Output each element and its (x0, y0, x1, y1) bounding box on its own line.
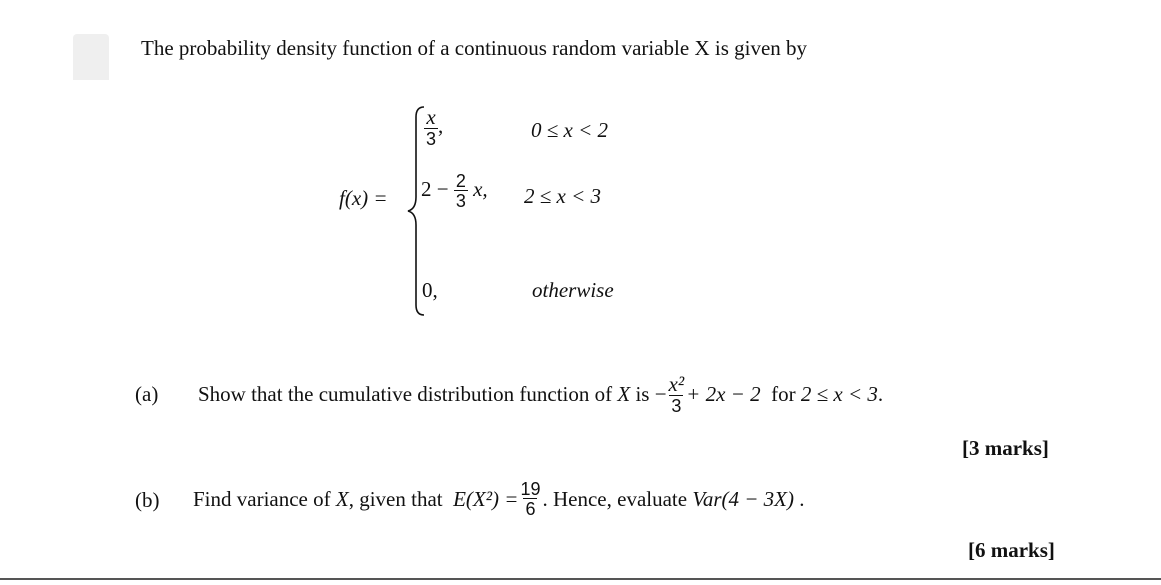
part-b-marks (968, 538, 1055, 563)
case1-num: x (426, 105, 436, 129)
pdf-lhs-text: f(x) = (339, 186, 388, 210)
case2-den: 3 (455, 191, 466, 211)
part-b-label (135, 488, 160, 513)
part-b-statement (193, 469, 805, 529)
part-b-frac-den: 6 (525, 499, 536, 519)
case2-prefix: 2 − (421, 176, 449, 201)
part-a-is: is (635, 381, 650, 406)
case1-tail: , (438, 113, 444, 138)
part-a-tail: + 2x − 2 (686, 381, 761, 406)
case2-condition (524, 184, 601, 209)
part-a-var: X (617, 381, 631, 406)
part-a-label-text: (a) (135, 382, 159, 406)
part-a-minus: − (654, 381, 667, 406)
part-a-text: Show that the cumulative distribution function of (198, 381, 613, 406)
part-b-var-expr: Var(4 − 3X) (692, 486, 795, 511)
part-b-label-text: (b) (135, 488, 160, 512)
part-a-for: for (771, 381, 796, 406)
intro-sentence: The probability density function of a continuous random variable X is given by (141, 36, 808, 60)
part-a-frac-num: x² (668, 371, 685, 396)
case2-tail: x, (473, 176, 488, 201)
part-a-label (135, 382, 158, 407)
pdf-lhs (339, 186, 388, 211)
case3-expr (422, 278, 438, 303)
part-b-marks-text: [6 marks] (968, 538, 1055, 562)
case3-condition (532, 278, 614, 303)
part-a-marks (962, 436, 1049, 461)
part-a-frac-den: 3 (671, 395, 682, 416)
part-a-marks-text: [3 marks] (962, 436, 1049, 460)
page-bottom-rule (0, 578, 1161, 580)
case2-condition-text: 2 ≤ x < 3 (524, 184, 602, 208)
case2-num: 2 (455, 171, 466, 191)
case1-condition (531, 118, 608, 143)
intro-text (141, 36, 807, 61)
part-a-period: . (877, 381, 884, 406)
part-b-var: X (335, 486, 349, 511)
part-b-expect: E(X²) = (453, 486, 519, 511)
case3-text: 0, (422, 278, 438, 302)
case2-expr (421, 172, 488, 210)
part-b-period: . (799, 486, 805, 511)
case3-condition-text: otherwise (532, 278, 614, 302)
case1-expr (424, 107, 443, 148)
part-b-text3: . Hence, evaluate (542, 486, 688, 511)
part-b-frac-num: 19 (520, 479, 541, 499)
part-b-text1: Find variance of (193, 486, 331, 511)
part-a-statement (198, 366, 883, 422)
case1-condition-text: 0 ≤ x < 2 (531, 118, 609, 142)
page-marker (73, 34, 109, 80)
part-b-text2: , given that (348, 486, 443, 511)
case1-den: 3 (426, 129, 437, 149)
part-a-range: 2 ≤ x < 3 (800, 381, 878, 406)
